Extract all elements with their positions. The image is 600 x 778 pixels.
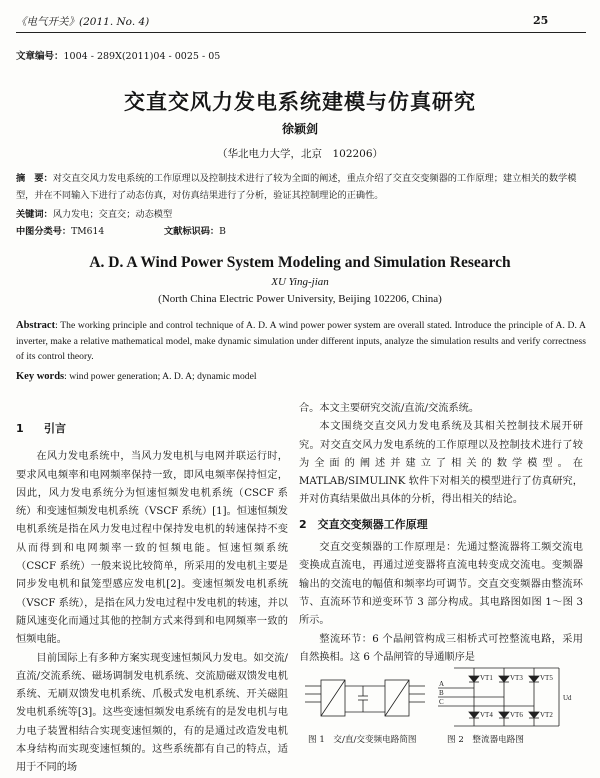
abstract-english-label: Abstract bbox=[16, 320, 56, 331]
section1-title: 引言 bbox=[44, 422, 66, 435]
section1-paragraph-1: 在风力发电系统中，当风力发电机与电网并联运行时，要求风电频率和电网频率保持一致，即风电频率保持恒定，因此，风力发电系统分为恒速恒频发电机系统（CSCF 系统）和变速恒频发电机系统（VSCF 系统）[1]。恒速恒频发电机系统是指在风力发电过程中保持发电机的转速保持不变从而得到和电网频率一致的恒频电能。恒速恒频系统（CSCF 系统）一般来说比较简单，所采用的发电机主要是同步发电机和鼠笼型感应发电机[2]。变速恒频发电机系统（VSCF 系统），是指在风力发电过程中发电机的转速，并以随风速变化而通过其他的控制方式来得到和电网频率一致的恒频电能。 bbox=[16, 451, 288, 646]
title-english: A. D. A Wind Power System Modeling and Simulation Research bbox=[89, 254, 511, 271]
abstract-english bbox=[16, 318, 586, 365]
document-code-label: 文献标识码： bbox=[164, 226, 220, 237]
keywords-english-label: Key words bbox=[16, 371, 65, 382]
right-column bbox=[299, 400, 583, 667]
title-chinese: 交直交风力发电系统建模与仿真研究 bbox=[124, 89, 476, 114]
keywords-chinese bbox=[16, 206, 172, 220]
fig2-vt3: VT3 bbox=[510, 674, 523, 682]
keywords-chinese-text: 风力发电；交直交；动态模型 bbox=[52, 209, 173, 220]
section2-paragraph-2: 整流环节：6 个晶闸管构成三相桥式可控整流电路，采用自然换相。这 6 个晶闸管的导通顺序是 bbox=[299, 633, 583, 663]
abstract-chinese-text: 对交直交风力发电系统的工作原理以及控制技术进行了较为全面的阐述，重点介绍了交直交变频器的工作原理；建立相关的数学模型，并在不同输入下进行了动态仿真，对仿真结果进行了分析，验证其控制理论的正确性。 bbox=[16, 173, 577, 201]
article-number bbox=[16, 48, 220, 62]
abstract-english-text: : The working principle and control technique of A. D. A wind power power system are overall stated. Introduce the principle of A. D. A inverter, make a relative mathematical model, make dynamic simulation under different inputs, analyze the simulation results and verify correctness of its control theory. bbox=[16, 320, 586, 362]
fig2-vt2: VT2 bbox=[540, 711, 553, 719]
figure-2-caption: 图 2 整流器电路图 bbox=[447, 735, 524, 745]
fig2-vt4: VT4 bbox=[480, 711, 493, 719]
figure-1-diagram bbox=[303, 672, 428, 727]
classification-line bbox=[16, 223, 416, 237]
continuation-paragraph: 合。本文主要研究交流/直流/交流系统。 bbox=[299, 403, 480, 414]
classification-value: TM614 bbox=[71, 226, 105, 237]
section1-heading bbox=[16, 420, 288, 438]
document-code bbox=[164, 223, 226, 237]
fig2-output-ud: Ud bbox=[563, 694, 572, 702]
fig2-vt1: VT1 bbox=[480, 674, 493, 682]
section2-heading bbox=[299, 516, 583, 534]
keywords-english-text: : wind power generation; A. D. A; dynamic model bbox=[64, 371, 257, 382]
article-number-label: 文章编号： bbox=[16, 51, 64, 62]
page-number: 25 bbox=[533, 14, 549, 27]
article-number-value: 1004 - 289X(2011)04 - 0025 - 05 bbox=[63, 51, 221, 62]
author-chinese: 徐颖剑 bbox=[281, 122, 318, 136]
section1-paragraph-2: 目前国际上有多种方案实现变速恒频风力发电。如交流/直流/交流系统、磁场调制发电机系统、交流励磁双馈发电机系统、无刷双馈发电机系统、爪极式发电机系统、开关磁阻发电机系统等[3]。这些变速恒频发电系统有的是发电机与电力电子装置相结合实现变速恒频的，有的是通过改造发电机本身结构而实现变速恒频的。这些系统都有自己的特点，适用于不同的场 bbox=[16, 652, 288, 774]
section2-paragraph-1: 交直交变频器的工作原理是：先通过整流器将工频交流电变换成直流电，再通过逆变器将直流电转变成交流电。变频器输出的交流电的幅值和频率均可调节。交直交变频器由整流环节、直流环节和逆变环节 3 部分构成。其电路图如图 1～图 3 所示。 bbox=[299, 542, 583, 627]
abstract-chinese-label: 摘 要： bbox=[16, 173, 53, 184]
affiliation-english: (North China Electric Power University, Beijing 102206, China) bbox=[158, 293, 442, 305]
document-code-value: B bbox=[219, 226, 226, 237]
section2-number: 2 bbox=[299, 517, 307, 531]
classification-label: 中图分类号： bbox=[16, 226, 72, 237]
header-rule bbox=[16, 32, 586, 33]
keywords-english bbox=[16, 371, 257, 382]
figure-2-diagram bbox=[434, 662, 584, 732]
fig2-vt5: VT5 bbox=[540, 674, 553, 682]
fig2-phase-a: A bbox=[439, 680, 445, 688]
intro-paragraph-2: 本文围绕交直交风力发电系统及其相关控制技术展开研究。对交直交风力发电系统的工作原理以及控制技术进行了较为全面的阐述并建立了相关的数学模型。在 MATLAB/SIMULINK 软件下对相关的模型进行了仿真研究，并对仿真结果做出具体的分析，得出相关的结论。 bbox=[299, 421, 583, 506]
journal-header: 《电气开关》(2011. No. 4) bbox=[16, 16, 150, 28]
fig2-phase-c: C bbox=[439, 698, 444, 706]
figure-1-caption: 图 1 交/直/交变频电路简图 bbox=[308, 735, 417, 745]
fig2-phase-b: B bbox=[439, 689, 444, 697]
section2-title: 交直交变频器工作原理 bbox=[317, 517, 428, 531]
section1-number: 1 bbox=[16, 422, 24, 435]
left-column bbox=[16, 420, 288, 778]
keywords-chinese-label: 关键词： bbox=[16, 209, 53, 220]
abstract-chinese bbox=[16, 170, 580, 204]
affiliation-chinese: （华北电力大学，北京 102206） bbox=[216, 148, 384, 160]
author-english: XU Ying-jian bbox=[271, 276, 329, 288]
fig2-vt6: VT6 bbox=[510, 711, 523, 719]
